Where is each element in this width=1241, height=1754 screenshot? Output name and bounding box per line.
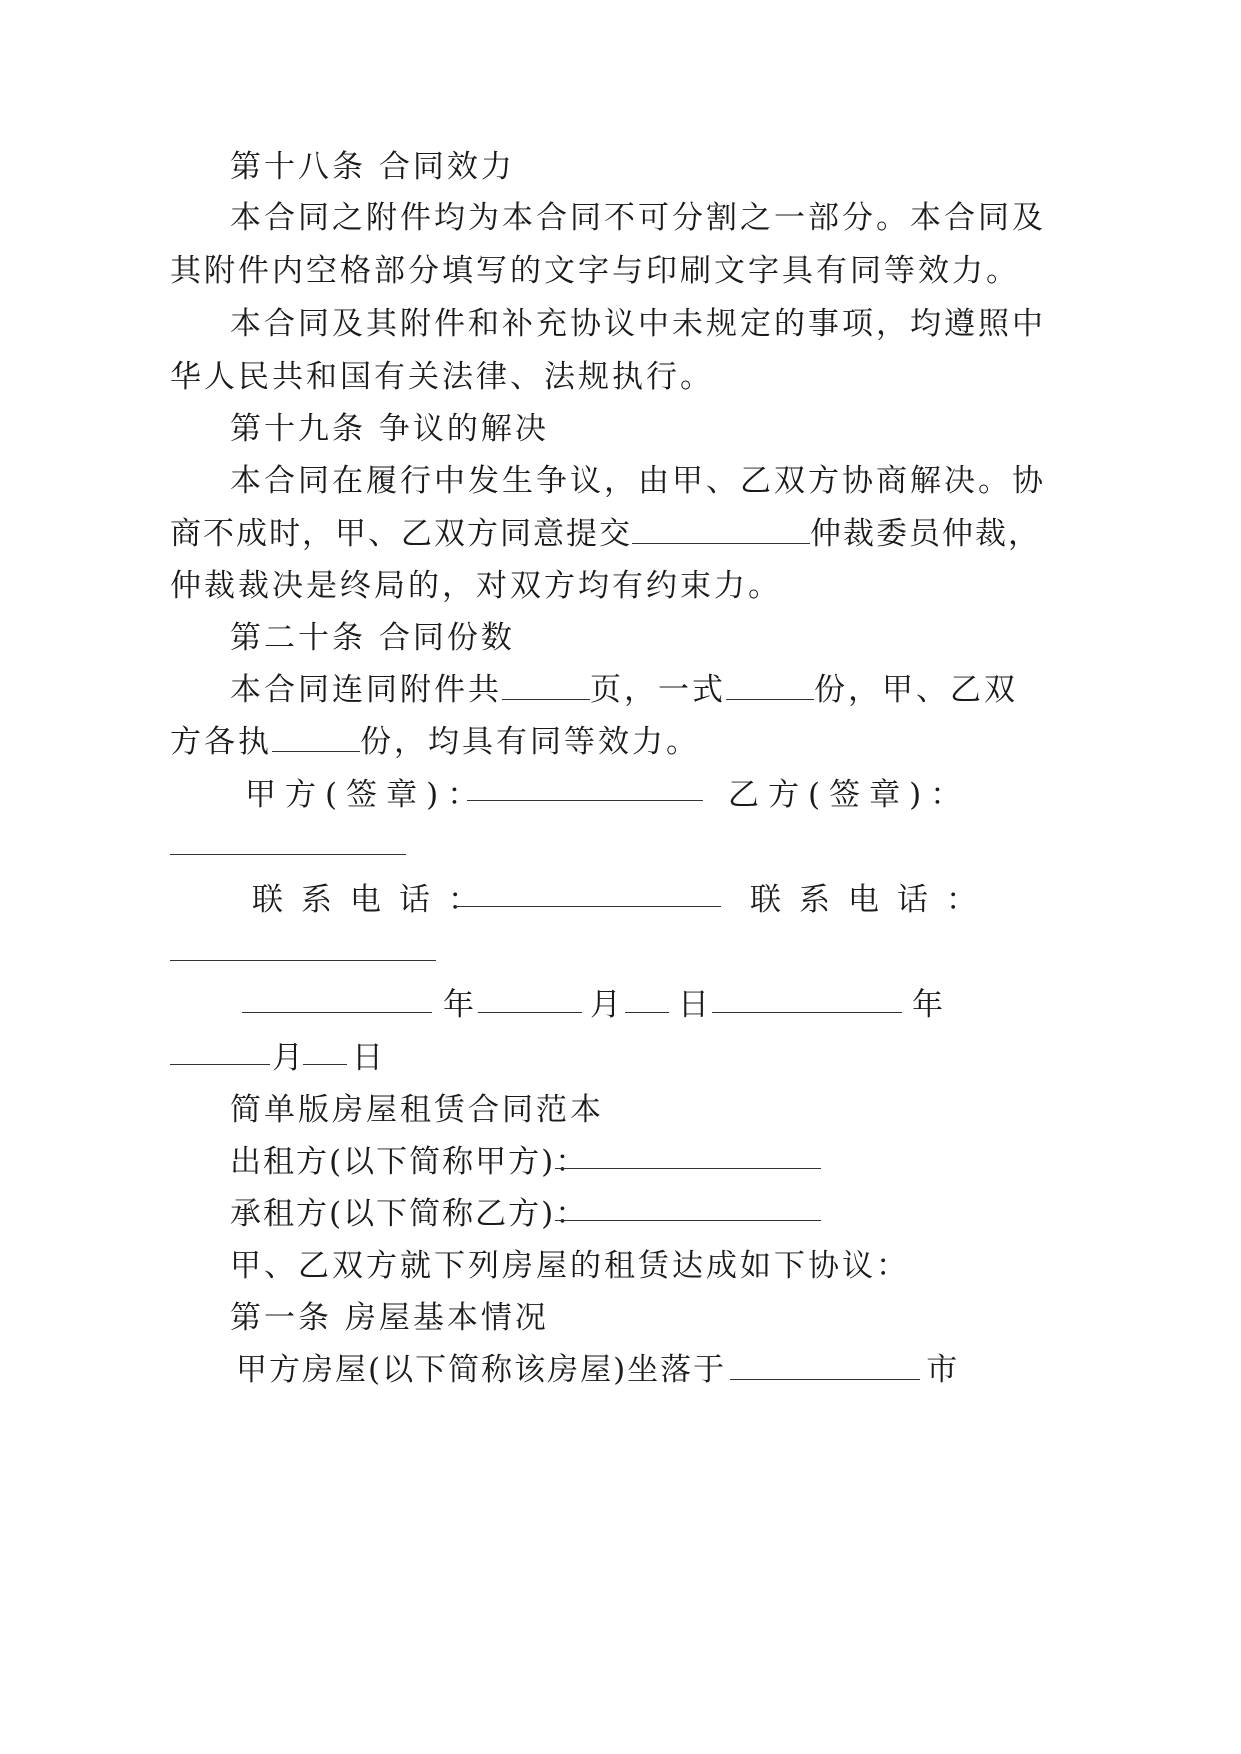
article-18-heading: 第十八条 合同效力 (230, 149, 515, 185)
lessor-blank (555, 1168, 821, 1169)
location-blank (730, 1353, 920, 1380)
article-1-heading: 第一条 房屋基本情况 (230, 1300, 549, 1336)
paragraph-line: 本合同在履行中发生争议，由甲、乙双方协商解决。协 (230, 463, 1046, 499)
party-b-phone-blank (170, 960, 436, 961)
day-label: 日 (352, 1040, 386, 1076)
paragraph-line: 甲、乙双方就下列房屋的租赁达成如下协议： (230, 1248, 910, 1284)
paragraph-line (236, 1350, 959, 1390)
party-b-month-blank (170, 1064, 270, 1065)
arbitration-blank (632, 517, 810, 544)
month-label: 月 (272, 1040, 306, 1076)
contract-title: 简单版房屋租赁合同范本 (230, 1092, 604, 1128)
paragraph-line: 仲裁裁决是终局的，对双方均有约束力。 (170, 568, 782, 604)
party-a-year-blank (242, 1012, 432, 1013)
party-b-year-blank (712, 1012, 902, 1013)
paragraph-line (170, 722, 700, 762)
party-b-signature-blank (170, 854, 406, 855)
paragraph-text: 份，均具有同等效力。 (360, 724, 700, 760)
paragraph-text: 本合同连同附件共 (230, 672, 502, 708)
party-a-signature-label: 甲方(签章)： (245, 777, 488, 813)
paragraph-text: 市 (926, 1352, 960, 1388)
party-a-phone-blank (455, 906, 721, 907)
each-copies-blank (272, 725, 360, 752)
paragraph-line: 本合同之附件均为本合同不可分割之一部分。本合同及 (230, 200, 1046, 236)
party-a-month-blank (478, 1012, 582, 1013)
pages-blank (502, 673, 590, 700)
paragraph-line: 其附件内空格部分填写的文字与印刷文字具有同等效力。 (170, 253, 1020, 289)
paragraph-text: 份，甲、乙双 (814, 672, 1018, 708)
paragraph-line: 本合同及其附件和补充协议中未规定的事项，均遵照中 (230, 306, 1046, 342)
day-label: 日 (678, 987, 712, 1023)
paragraph-line (230, 670, 1018, 710)
paragraph-text: 页，一式 (590, 672, 726, 708)
copies-blank (726, 673, 814, 700)
party-a-phone-label: 联系电话： (252, 882, 497, 918)
party-b-day-blank (303, 1064, 347, 1065)
article-20-heading: 第二十条 合同份数 (230, 620, 515, 656)
paragraph-text: 方各执 (170, 724, 272, 760)
paragraph-line (170, 514, 1041, 554)
party-a-day-blank (625, 1012, 669, 1013)
lessor-label: 出租方(以下简称甲方)： (230, 1144, 589, 1180)
party-b-phone-label: 联系电话： (750, 882, 995, 918)
party-a-signature-blank (467, 800, 703, 801)
lessee-blank (555, 1220, 821, 1221)
lessee-label: 承租方(以下简称乙方)： (230, 1196, 589, 1232)
paragraph-text: 甲方房屋(以下简称该房屋)坐落于 (236, 1352, 727, 1388)
year-label: 年 (912, 987, 946, 1023)
party-b-signature-label: 乙方(签章)： (728, 777, 971, 813)
article-19-heading: 第十九条 争议的解决 (230, 411, 549, 447)
paragraph-line: 华人民共和国有关法律、法规执行。 (170, 359, 714, 395)
paragraph-text: 商不成时，甲、乙双方同意提交 (170, 516, 632, 552)
month-label: 月 (590, 987, 624, 1023)
year-label: 年 (443, 987, 477, 1023)
paragraph-text: 仲裁委员仲裁， (810, 516, 1041, 552)
